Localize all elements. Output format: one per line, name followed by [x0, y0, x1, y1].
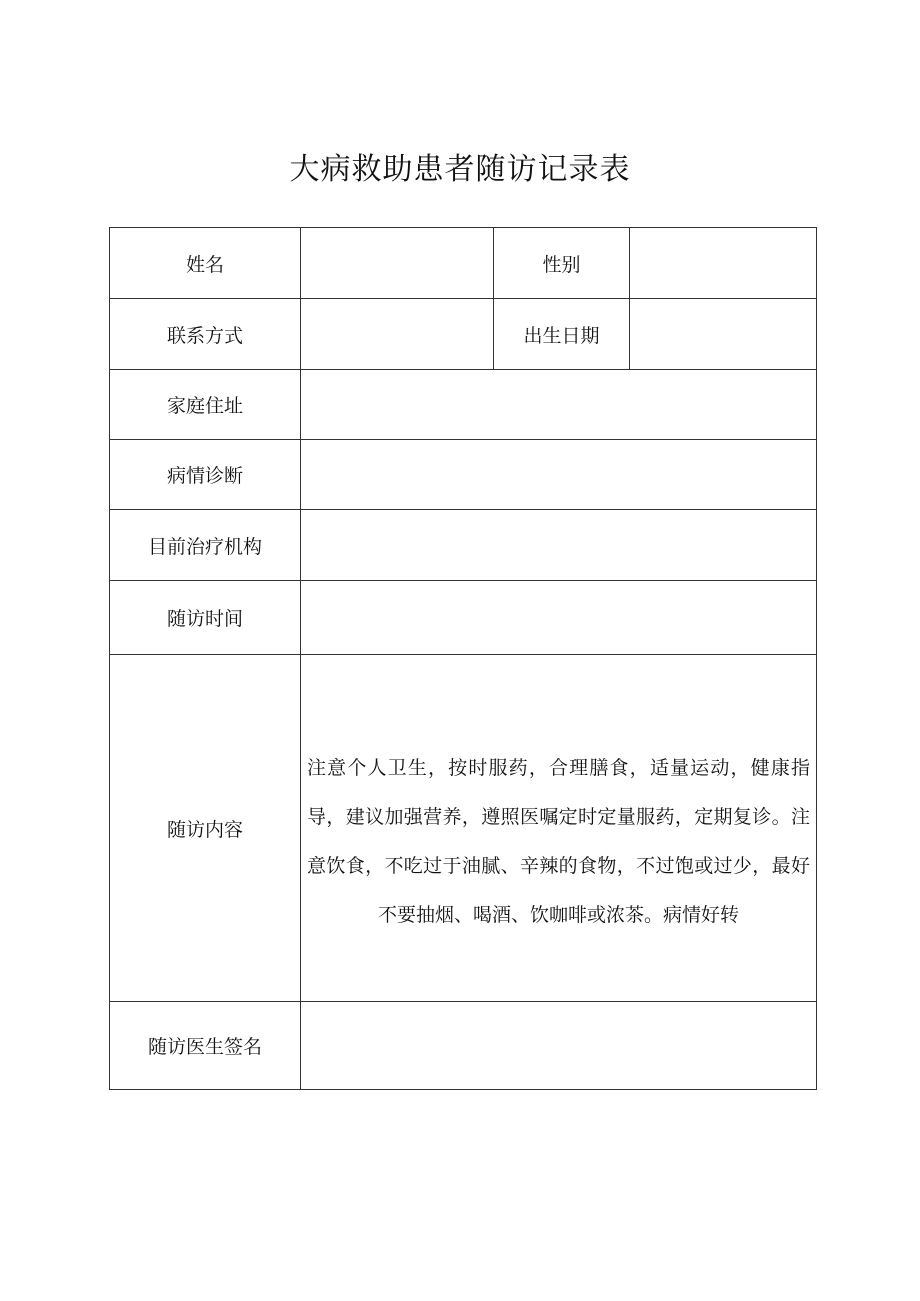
visit-content-field[interactable]	[301, 655, 817, 1002]
name-label: 姓名	[110, 228, 301, 299]
gender-field[interactable]	[630, 228, 817, 299]
row-visit-time	[110, 581, 817, 655]
institution-label: 目前治疗机构	[110, 510, 301, 581]
address-label: 家庭住址	[110, 370, 301, 440]
row-name-gender	[110, 228, 817, 299]
birthdate-field[interactable]	[630, 299, 817, 370]
contact-label: 联系方式	[110, 299, 301, 370]
page-title: 大病救助患者随访记录表	[289, 152, 631, 187]
visit-time-field[interactable]	[301, 581, 817, 655]
row-visit-content	[110, 655, 817, 1002]
visit-content-text: 注意个人卫生，按时服药，合理膳食，适量运动，健康指导，建议加强营养，遵照医嘱定时定量服药，定期复诊。注意饮食，不吃过于油腻、辛辣的食物，不过饱或过少，最好不要抽烟、喝酒、饮咖啡或浓茶。病情好转	[307, 757, 810, 926]
gender-label: 性别	[494, 228, 630, 299]
visit-content-label: 随访内容	[110, 655, 301, 1002]
row-institution	[110, 510, 817, 581]
diagnosis-field[interactable]	[301, 440, 817, 510]
visit-time-label: 随访时间	[110, 581, 301, 655]
row-doctor-signature	[110, 1002, 817, 1090]
follow-up-record-table	[109, 227, 817, 1090]
diagnosis-label: 病情诊断	[110, 440, 301, 510]
name-field[interactable]	[301, 228, 494, 299]
contact-field[interactable]	[301, 299, 494, 370]
row-diagnosis	[110, 440, 817, 510]
address-field[interactable]	[301, 370, 817, 440]
institution-field[interactable]	[301, 510, 817, 581]
birthdate-label: 出生日期	[494, 299, 630, 370]
doctor-signature-field[interactable]	[301, 1002, 817, 1090]
doctor-signature-label: 随访医生签名	[110, 1002, 301, 1090]
row-contact-birthdate	[110, 299, 817, 370]
row-address	[110, 370, 817, 440]
